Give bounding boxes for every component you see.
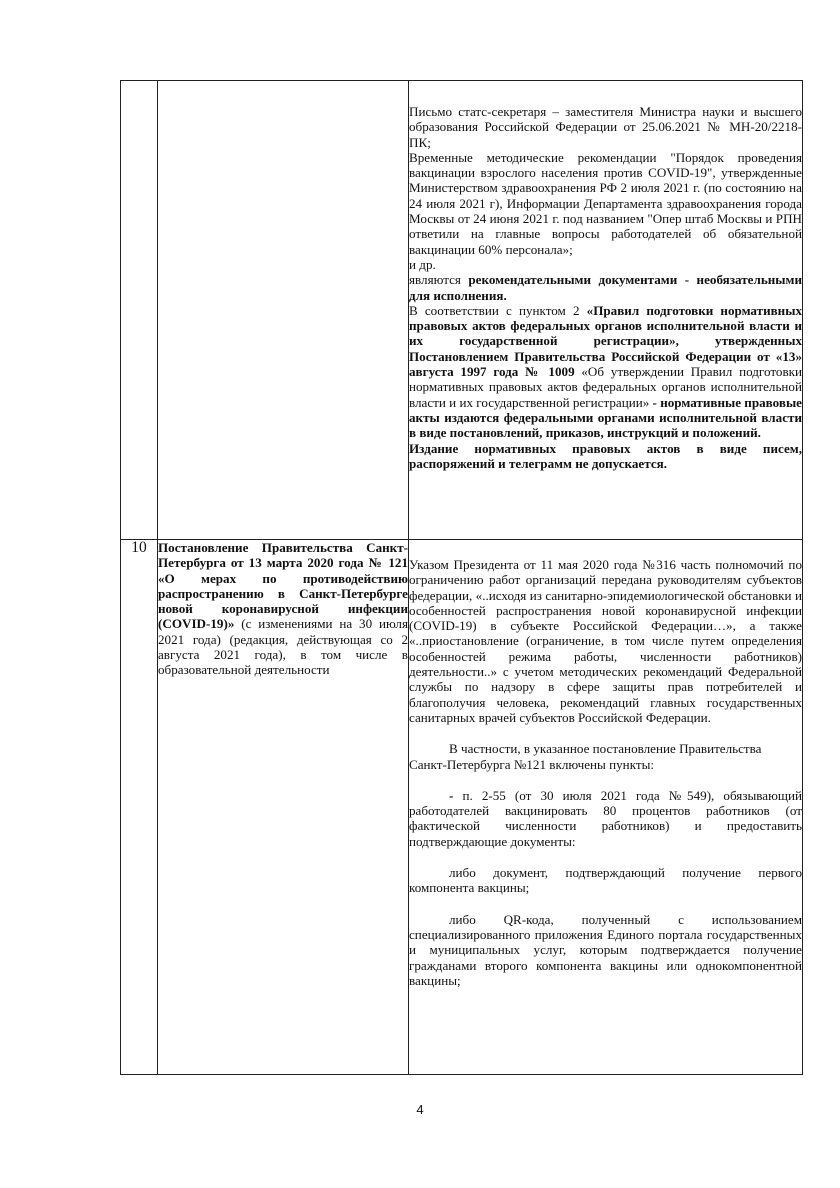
document-cell [158, 540, 409, 1075]
resolution-title-bold: Постановление Правительства Санкт-Петербурга от 13 марта 2020 года № 121 «О мерах по противодействию распространению в Санкт-Петербурге новой коронавирусной инфекции (COVID-19)» [158, 540, 408, 632]
rules-title-bold: «Правил подготовки нормативных правовых актов федеральных органов исполнительной власти и их государственной регистрации», утвержденных Постановлением Правительства Российской Федерации от «13» августа 1997 года № 1009 [409, 302, 802, 380]
comparison-table [120, 80, 803, 1075]
recommendatory-bold: рекомендательными документами - необязательными для исполнения. [409, 272, 802, 303]
recommendatory-statement [409, 272, 802, 303]
clause-2-55 [409, 788, 802, 849]
rules-reference [409, 303, 802, 441]
comment-cell [409, 540, 803, 1075]
document-title [158, 540, 408, 678]
page-number: 4 [416, 1102, 424, 1117]
presidential-decree-text: Указом Президента от 11 мая 2020 года №316 часть полномочий по ограничению работ организаций передана руководителям субъектов федерации, «..исходя из санитарно-эпидемиологической обстановки и особенностей распространения новой коронавирусной инфекции (COVID-19) в субъекте Российской Федерации…», а также «..приостановление (ограничение, в том числе путем определения особенностей режима работы, численности работников) деятельности..» с учетом методических рекомендаций Федеральной службы по надзору в сфере защиты прав потребителей и благополучия человека, рекомендаций главных государственных санитарных врачей субъектов Российской Федерации. [409, 557, 802, 725]
first-component-document: либо документ, подтверждающий получение первого компонента вакцины; [409, 865, 802, 896]
clause-dash: - [449, 787, 463, 803]
row-number-cell [121, 81, 158, 540]
accordance-prefix: В соответствии с пунктом 2 [409, 302, 587, 318]
are-prefix: являются [409, 272, 469, 288]
clause-text: п. 2-55 (от 30 июля 2021 года №549), обязывающий работодателей вакцинировать 80 процентов работников (от фактической численности работников) и предоставить подтверждающие документы: [409, 787, 802, 849]
resolution-edition-note: (с изменениями на 30 июля 2021 года) (редакция, действующая со 2 августа 2021 года), в том числе в образовательной деятельности [158, 616, 408, 678]
rules-conclusion-bold: - нормативные правовые акты издаются федеральными органами исполнительной власти в виде постановлений, приказов, инструкций и положений. [409, 394, 802, 441]
table-row [121, 81, 803, 540]
letter-reference: Письмо статс-секретаря – заместителя Министра науки и высшего образования Российской Федерации от 25.06.2021 № МН-20/2218-ПК; [409, 104, 802, 150]
prohibition-statement: Издание нормативных правовых актов в виде писем, распоряжений и телеграмм не допускается. [409, 440, 802, 471]
comment-cell [409, 81, 803, 540]
etc-text: и др. [409, 256, 436, 272]
rules-title-normal: «Об утверждении Правил подготовки нормативных правовых актов федеральных органов исполнительной власти и их государственной регистрации» [409, 364, 802, 410]
qr-code-document: либо QR-кода, полученный с использованием специализированного приложения Единого портала государственных и муниципальных услуг, которым подтверждается получение гражданами второго компонента вакцины или однокомпонентной вакцины; [409, 911, 802, 988]
row-number-cell: 10 [121, 540, 158, 1075]
document-cell [158, 81, 409, 540]
temporary-recommendations: Временные методические рекомендации "Порядок проведения вакцинации взрослого населения против COVID-19", утвержденные Министерством здравоохранения РФ 2 июля 2021 г. (по состоянию на 24 июля 2021 г), Информации Департамента здравоохранения города Москвы от 24 июня 2021 г. под названием "Опер штаб Москвы и РПН ответили на главные вопросы работодателей об обязательной вакцинации 60% персонала»; [409, 149, 802, 257]
particular-clauses-intro: В частности, в указанное постановление Правительства Санкт-Петербурга №121 включены пункты: [409, 741, 762, 772]
table-row [121, 540, 803, 1075]
